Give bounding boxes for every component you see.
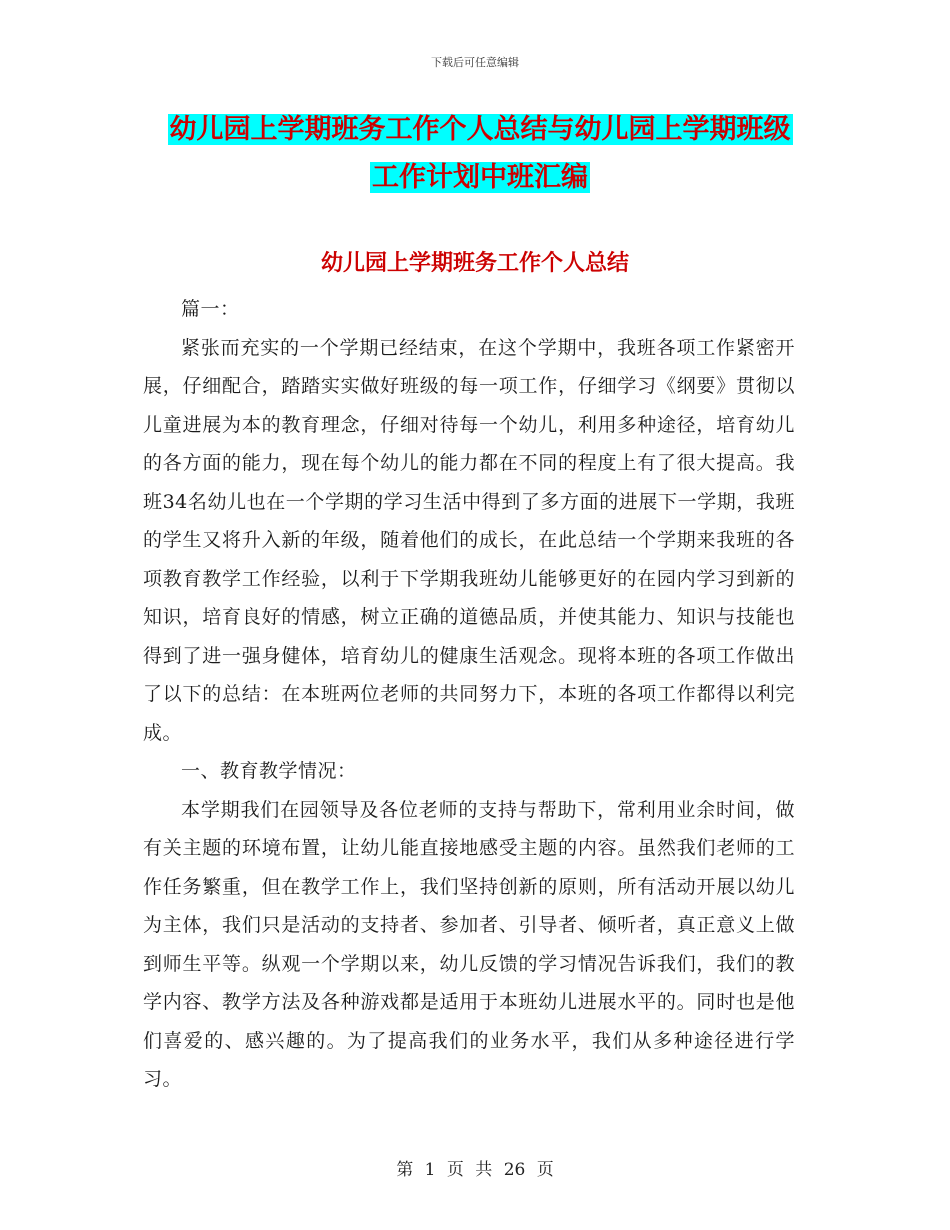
document-body (143, 290, 795, 1099)
section-title: 幼儿园上学期班务工作个人总结 (320, 251, 629, 276)
document-title-line-2: 工作计划中班汇编 (372, 162, 588, 193)
header-note: 下载后可任意编辑 (431, 56, 519, 69)
page-footer: 第 1 页 共 26 页 (396, 1160, 554, 1180)
paragraph-1: 篇一： (181, 298, 240, 320)
paragraph-3: 一、教育教学情况： (181, 760, 357, 782)
document-title (150, 106, 810, 202)
paragraph-2: 紧张而充实的一个学期已经结束，在这个学期中，我班各项工作紧密开展，仔细配合，踏踏实实做好班级的每一项工作，仔细学习《纲要》贯彻以儿童进展为本的教育理念，仔细对待每一个幼儿，利用多种途径，培育幼儿的各方面的能力，现在每个幼儿的能力都在不同的程度上有了很大提高。我班34名幼儿也在一个学期的学习生活中得到了多方面的进展下一学期，我班的学生又将升入新的年级，随着他们的成长，在此总结一个学期来我班的各项教育教学工作经验，以利于下学期我班幼儿能够更好的在园内学习到新的知识，培育良好的情感，树立正确的道德品质，并使其能力、知识与技能也得到了进一强身健体，培育幼儿的健康生活观念。现将本班的各项工作做出了以下的总结：在本班两位老师的共同努力下，本班的各项工作都得以利完成。 (143, 336, 795, 744)
paragraph-4: 本学期我们在园领导及各位老师的支持与帮助下，常利用业余时间，做有关主题的环境布置，让幼儿能直接地感受主题的内容。虽然我们老师的工作任务繁重，但在教学工作上，我们坚持创新的原则，所有活动开展以幼儿为主体，我们只是活动的支持者、参加者、引导者、倾听者，真正意义上做到师生平等。纵观一个学期以来，幼儿反馈的学习情况告诉我们，我们的教学内容、教学方法及各种游戏都是适用于本班幼儿进展水平的。同时也是他们喜爱的、感兴趣的。为了提高我们的业务水平，我们从多种途径进行学习。 (143, 798, 795, 1090)
document-title-line-1: 幼儿园上学期班务工作个人总结与幼儿园上学期班级 (169, 114, 791, 145)
